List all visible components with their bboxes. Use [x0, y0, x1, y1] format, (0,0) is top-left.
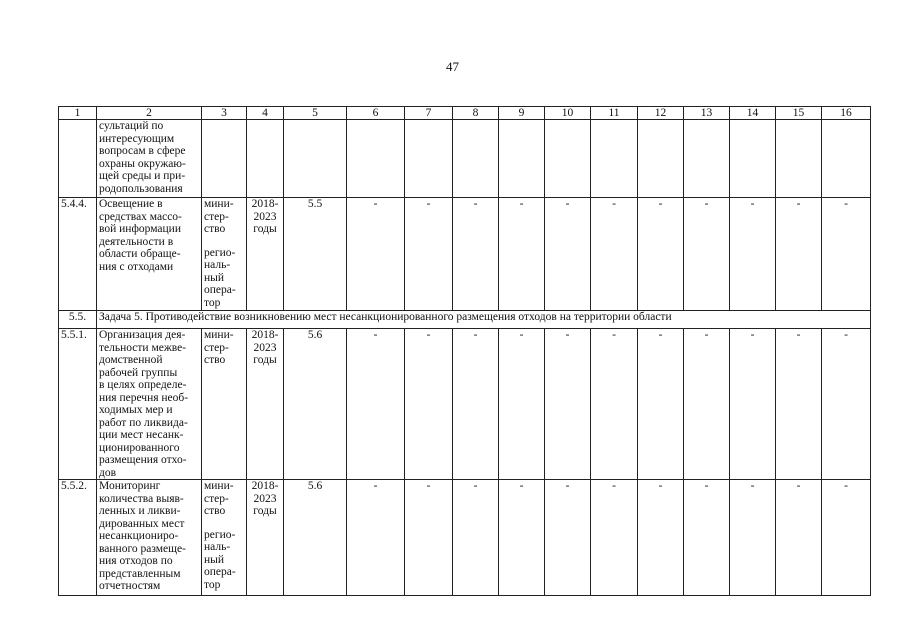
empty-value-cell: - — [499, 198, 545, 311]
empty-value-cell: - — [347, 329, 405, 480]
empty-value-cell: - — [638, 198, 684, 311]
empty-value-cell: - — [591, 198, 638, 311]
table-row-5-4-4 — [59, 198, 871, 311]
empty-value-cell: - — [347, 480, 405, 596]
empty-value-cell: - — [822, 198, 871, 311]
column-number: 3 — [202, 107, 247, 120]
empty-value-cell: - — [453, 329, 499, 480]
table-row-5-5-2 — [59, 480, 871, 596]
column-number: 2 — [97, 107, 202, 120]
task-title: Задача 5. Противодействие возникновению мест несанкционированного размещения отходов на территории области — [97, 311, 871, 329]
column-number: 9 — [499, 107, 545, 120]
responsible-executor: мини- стер- ство регио- наль- ный опера- тор — [202, 480, 247, 596]
empty-value-cell: - — [405, 480, 453, 596]
implementation-period: 2018- 2023 годы — [247, 480, 284, 596]
column-number: 7 — [405, 107, 453, 120]
implementation-period: 2018- 2023 годы — [247, 198, 284, 311]
empty-value-cell: - — [499, 329, 545, 480]
column-number: 10 — [545, 107, 591, 120]
empty-value-cell: - — [545, 198, 591, 311]
task-number: 5.5. — [59, 311, 97, 329]
empty-value-cell: - — [822, 480, 871, 596]
column-number: 15 — [776, 107, 822, 120]
empty-value-cell: - — [684, 198, 730, 311]
indicator-reference: 5.6 — [284, 480, 347, 596]
column-number: 1 — [59, 107, 97, 120]
column-number: 16 — [822, 107, 871, 120]
measure-description: Мониторинг количества выяв- ленных и ликви- дированных мест несанкциониро- ванного размеще- ния отходов по представленным отчетностям — [97, 480, 202, 596]
empty-value-cell: - — [591, 480, 638, 596]
responsible-executor: мини- стер- ство регио- наль- ный опера- тор — [202, 198, 247, 311]
empty-value-cell: - — [684, 480, 730, 596]
empty-value-cell: - — [776, 329, 822, 480]
empty-value-cell: - — [776, 480, 822, 596]
empty-value-cell: - — [591, 329, 638, 480]
empty-value-cell: - — [405, 329, 453, 480]
table-row-5-5-1 — [59, 329, 871, 480]
empty-value-cell: - — [499, 480, 545, 596]
column-number-row — [59, 107, 871, 120]
column-number: 12 — [638, 107, 684, 120]
indicator-reference: 5.5 — [284, 198, 347, 311]
measure-number: 5.5.1. — [59, 329, 97, 480]
measure-number: 5.4.4. — [59, 198, 97, 311]
empty-value-cell: - — [638, 480, 684, 596]
empty-value-cell: - — [638, 329, 684, 480]
empty-value-cell: - — [453, 198, 499, 311]
program-table — [58, 106, 871, 596]
implementation-period: 2018- 2023 годы — [247, 329, 284, 480]
empty-value-cell: - — [730, 480, 776, 596]
empty-value-cell: - — [684, 329, 730, 480]
task-row-5-5 — [59, 311, 871, 329]
column-number: 4 — [247, 107, 284, 120]
empty-value-cell: - — [776, 198, 822, 311]
column-number: 14 — [730, 107, 776, 120]
empty-value-cell: - — [453, 480, 499, 596]
table-row-continuation — [59, 120, 871, 198]
empty-value-cell: - — [730, 198, 776, 311]
measure-description: сультаций по интересующим вопросам в сфере охраны окружаю- щей среды и при- родопользования — [97, 120, 202, 198]
empty-value-cell: - — [822, 329, 871, 480]
empty-value-cell: - — [347, 198, 405, 311]
page-number: 47 — [446, 59, 459, 74]
measure-description: Освещение в средствах массо- вой информации деятельности в области обраще- ния с отходами — [97, 198, 202, 311]
column-number: 6 — [347, 107, 405, 120]
measure-description: Организация дея- тельности межве- домственной рабочей группы в целях определе- ния перечня необ- ходимых мер и работ по ликвида- ции мест несанк- ционированного размещения отхо- дов — [97, 329, 202, 480]
column-number: 5 — [284, 107, 347, 120]
measure-number: 5.5.2. — [59, 480, 97, 596]
empty-value-cell: - — [545, 329, 591, 480]
indicator-reference: 5.6 — [284, 329, 347, 480]
column-number: 13 — [684, 107, 730, 120]
empty-value-cell: - — [730, 329, 776, 480]
responsible-executor: мини- стер- ство — [202, 329, 247, 480]
column-number: 8 — [453, 107, 499, 120]
empty-value-cell: - — [545, 480, 591, 596]
empty-value-cell: - — [405, 198, 453, 311]
column-number: 11 — [591, 107, 638, 120]
